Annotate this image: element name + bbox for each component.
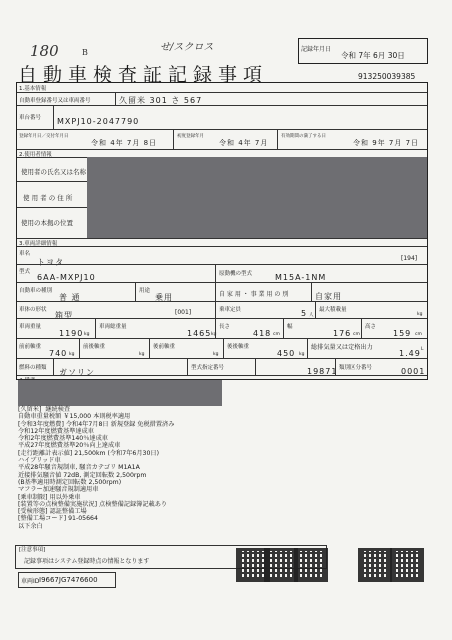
expiry-label: 有効期間の満了する日 (281, 134, 326, 139)
registration-date-value: 令和 7年 6月 30日 (341, 51, 405, 60)
gross-value: 1465 (187, 329, 212, 338)
body-value: 箱型 (55, 311, 73, 320)
redacted-remarks-top (18, 380, 222, 406)
section-basic-heading: 1.基本情報 (19, 86, 47, 92)
width-unit: cm (353, 332, 360, 337)
handwritten-note: せ/スクロス (160, 42, 214, 53)
model-label: 型式 (19, 269, 31, 275)
body-code: [001] (175, 309, 192, 316)
first-year-label: 初度登録年月 (177, 134, 204, 139)
class-number-value: 0001 (401, 367, 426, 376)
qr-code-3 (294, 548, 328, 582)
reg-number-label: 自動車登録番号又は車両番号 (19, 98, 91, 104)
vehicle-id-value: I9667JG7476600 (39, 576, 98, 584)
kind-label: 自動車の種別 (19, 288, 53, 294)
remarks-body: [久留米] 継続検査 自動車重量税額 ￥15,000 本則税率適用 [令和3年度燃費] 令和4年7月8日 新規登録 免税措置済み 令和12年度燃費基準達成車 令和2年度燃費基準140％達成車 平成27年度燃費基準20％向上達成車 [走行距離計表示値] 21,500km (令和7年6月30日) ハイブリッド車 平成28年騒音規制車, 騒音カテゴリ M1A1A 近接排気騒音値 72dB, 測定回転数 2,500rpm (B基準適用時測定回転数 2,500rpm) マフラー加速騒音規制適用車 [乗車制限] 用以外乗車 [装置等の点検整備実施状況] 点検整備記録簿記載あり [受検形態] 認証整備工場 [整備工場コード] 91-05664 以下余白 (18, 406, 175, 530)
qr-code-5 (390, 548, 424, 582)
fuel-label: 燃料の種類 (19, 365, 47, 371)
maker-code: [194] (401, 255, 418, 262)
handwritten-letter: B (82, 48, 88, 57)
fr-axle-unit: kg (139, 352, 145, 357)
section-vehicle-heading: 3.車両詳細情報 (19, 241, 58, 247)
weight-label: 車両重量 (19, 324, 42, 330)
notice-body: 記録事項はシステム登録時点の情報となります (24, 558, 150, 565)
first-year-value: 令和 4年 7月 (219, 139, 269, 147)
gross-unit: kg (211, 332, 217, 337)
maxload-label: 最大積載量 (319, 307, 347, 313)
class-number-label: 類別区分番号 (339, 365, 373, 371)
displacement-value: 1.49 (399, 349, 421, 358)
rf-axle-label: 後前軸重 (153, 344, 176, 350)
first-reg-label: 登録年月日／交付年月日 (19, 134, 69, 139)
chassis-value: MXPJ10-2047790 (57, 117, 140, 126)
chassis-label: 車台番号 (19, 115, 42, 121)
maxload-unit: kg (417, 312, 423, 317)
inspection-form (16, 82, 428, 380)
length-unit: cm (273, 332, 280, 337)
maker-value: トヨタ (37, 258, 64, 267)
document-title: 自動車検査証記録事項 (18, 64, 269, 86)
type-number-value: 19871 (307, 367, 338, 376)
length-label: 長さ (219, 324, 231, 330)
weight-value: 1190 (59, 329, 84, 338)
private-label: 自 家 用 ・ 事 業 用 の 別 (219, 291, 289, 298)
ff-axle-value: 740 (49, 349, 68, 358)
rr-axle-unit: kg (299, 352, 305, 357)
use-value: 乗用 (155, 293, 173, 302)
section-user-heading: 2.使用者情報 (19, 152, 52, 158)
maker-label: 車名 (19, 251, 31, 257)
height-value: 159 (393, 329, 412, 338)
notice-heading: [注意事項] (19, 547, 46, 553)
redacted-user-info (87, 157, 427, 238)
use-label: 用途 (139, 288, 151, 294)
vehicle-id-box (18, 572, 116, 588)
ff-axle-label: 前前軸重 (19, 344, 42, 350)
height-unit: cm (415, 332, 422, 337)
fr-axle-label: 前後軸重 (83, 344, 106, 350)
capacity-label: 乗車定員 (219, 307, 242, 313)
user-address-label: 使 用 者 の 住 所 (23, 194, 73, 202)
model-value: 6AA-MXPJ10 (37, 273, 96, 282)
engine-value: M15A-1NM (275, 273, 327, 282)
width-value: 176 (333, 329, 352, 338)
private-value: 自家用 (315, 292, 342, 301)
rr-axle-value: 450 (277, 349, 296, 358)
qr-code-2 (264, 548, 298, 582)
displacement-label: 総排気量又は定格出力 (311, 344, 373, 351)
document-number: 913250039385 (358, 72, 416, 81)
first-reg-value: 令和 4年 7月 8日 (91, 139, 158, 147)
capacity-value: 5 (301, 309, 308, 318)
length-value: 418 (253, 329, 272, 338)
expiry-value: 令和 9年 7月 7日 (353, 139, 420, 147)
fuel-value: ガソリン (59, 368, 95, 377)
rr-axle-label: 後後軸重 (227, 344, 250, 350)
gross-label: 車両総重量 (99, 324, 127, 330)
rf-axle-unit: kg (213, 352, 219, 357)
reg-number-value: 久留米 301 さ 567 (119, 96, 203, 105)
base-location-label: 使用の本拠の位置 (21, 219, 73, 227)
ff-axle-unit: kg (69, 352, 75, 357)
vehicle-id-label: 車両ID (21, 578, 40, 585)
capacity-unit: 人 (309, 313, 314, 318)
weight-unit: kg (84, 332, 90, 337)
engine-label: 原動機の型式 (219, 271, 253, 277)
qr-code-4 (358, 548, 392, 582)
registration-date-label: 記録年月日 (301, 46, 332, 53)
displacement-unit: L (421, 347, 424, 352)
user-name-label: 使用者の氏名又は名称 (21, 168, 86, 176)
registration-date-box (298, 38, 428, 64)
handwritten-number: 180 (30, 42, 59, 60)
width-label: 幅 (287, 324, 293, 330)
body-label: 車体の形状 (19, 307, 47, 313)
kind-value: 普 通 (59, 293, 81, 302)
type-number-label: 型式指定番号 (191, 365, 225, 371)
height-label: 高さ (365, 324, 377, 330)
